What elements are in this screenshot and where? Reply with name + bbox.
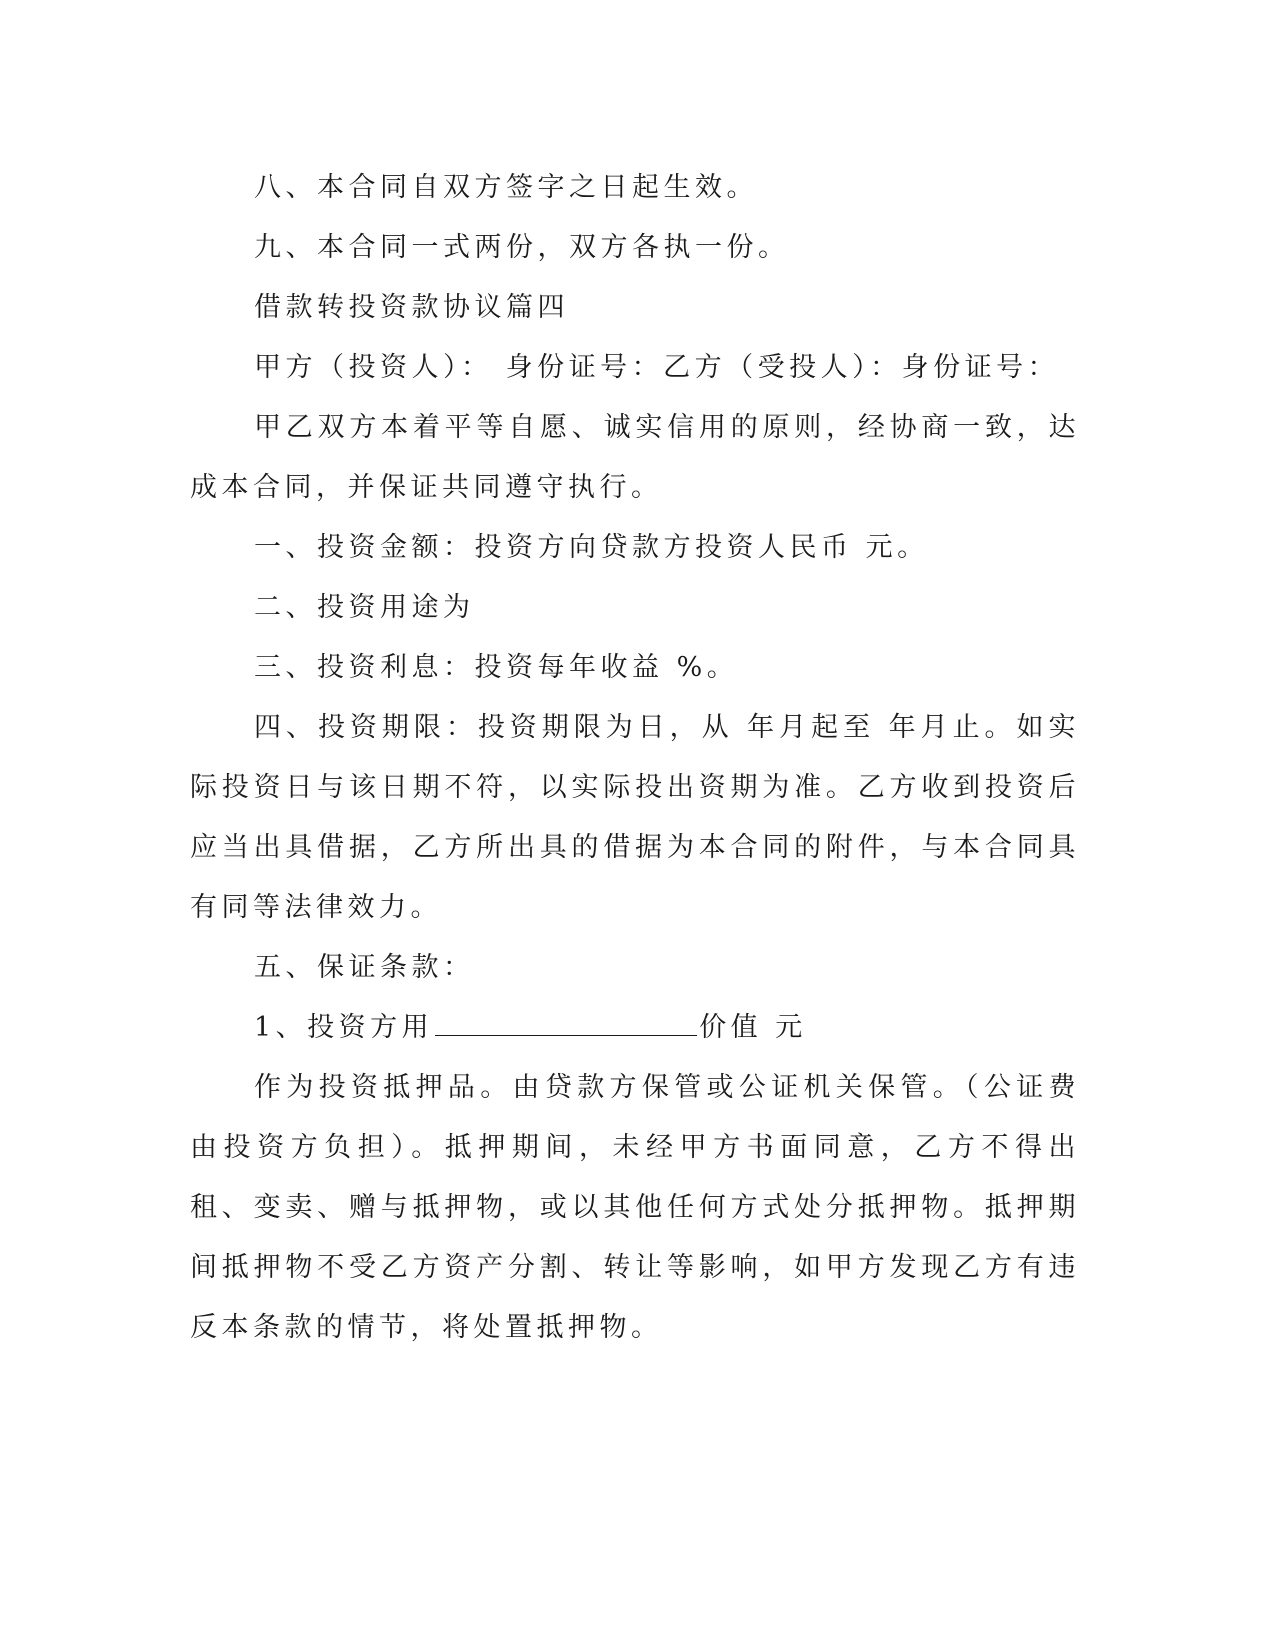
parties-line: 甲方（投资人）： 身份证号：乙方（受投人）：身份证号： [254,352,1060,383]
clause-investment-amount: 一、投资金额：投资方向贷款方投资人民币 元。 [254,532,929,563]
document-body [190,158,1080,1358]
clause-9: 九、本合同一式两份，双方各执一份。 [254,232,790,263]
guarantee-item-1-suffix: 价值 元 [699,1012,807,1043]
preamble: 甲乙双方本着平等自愿、诚实信用的原则，经协商一致，达成本合同，并保证共同遵守执行。 [190,412,1080,503]
clause-investment-term: 四、投资期限：投资期限为日，从 年月起至 年月止。如实际投资日与该日期不符，以实际投出资期为准。乙方收到投资后应当出具借据，乙方所出具的借据为本合同的附件，与本合同具有同等法律效力。 [190,712,1080,923]
clause-guarantee-heading: 五、保证条款： [254,952,475,983]
clause-8: 八、本合同自双方签字之日起生效。 [254,172,758,203]
guarantee-item-1-prefix: 1、投资方用 [254,1012,434,1043]
guarantee-item-1 [190,998,1080,1058]
clause-investment-interest: 三、投资利息：投资每年收益 %。 [254,652,739,683]
collateral-terms: 作为投资抵押品。由贷款方保管或公证机关保管。（公证费由投资方负担）。抵押期间，未经甲方书面同意，乙方不得出租、变卖、赠与抵押物，或以其他任何方式处分抵押物。抵押期间抵押物不受乙方资产分割、转让等影响，如甲方发现乙方有违反本条款的情节，将处置抵押物。 [190,1072,1080,1343]
fill-in-blank [435,1009,697,1036]
clause-investment-purpose: 二、投资用途为 [254,592,475,623]
section-heading: 借款转投资款协议篇四 [254,292,569,323]
